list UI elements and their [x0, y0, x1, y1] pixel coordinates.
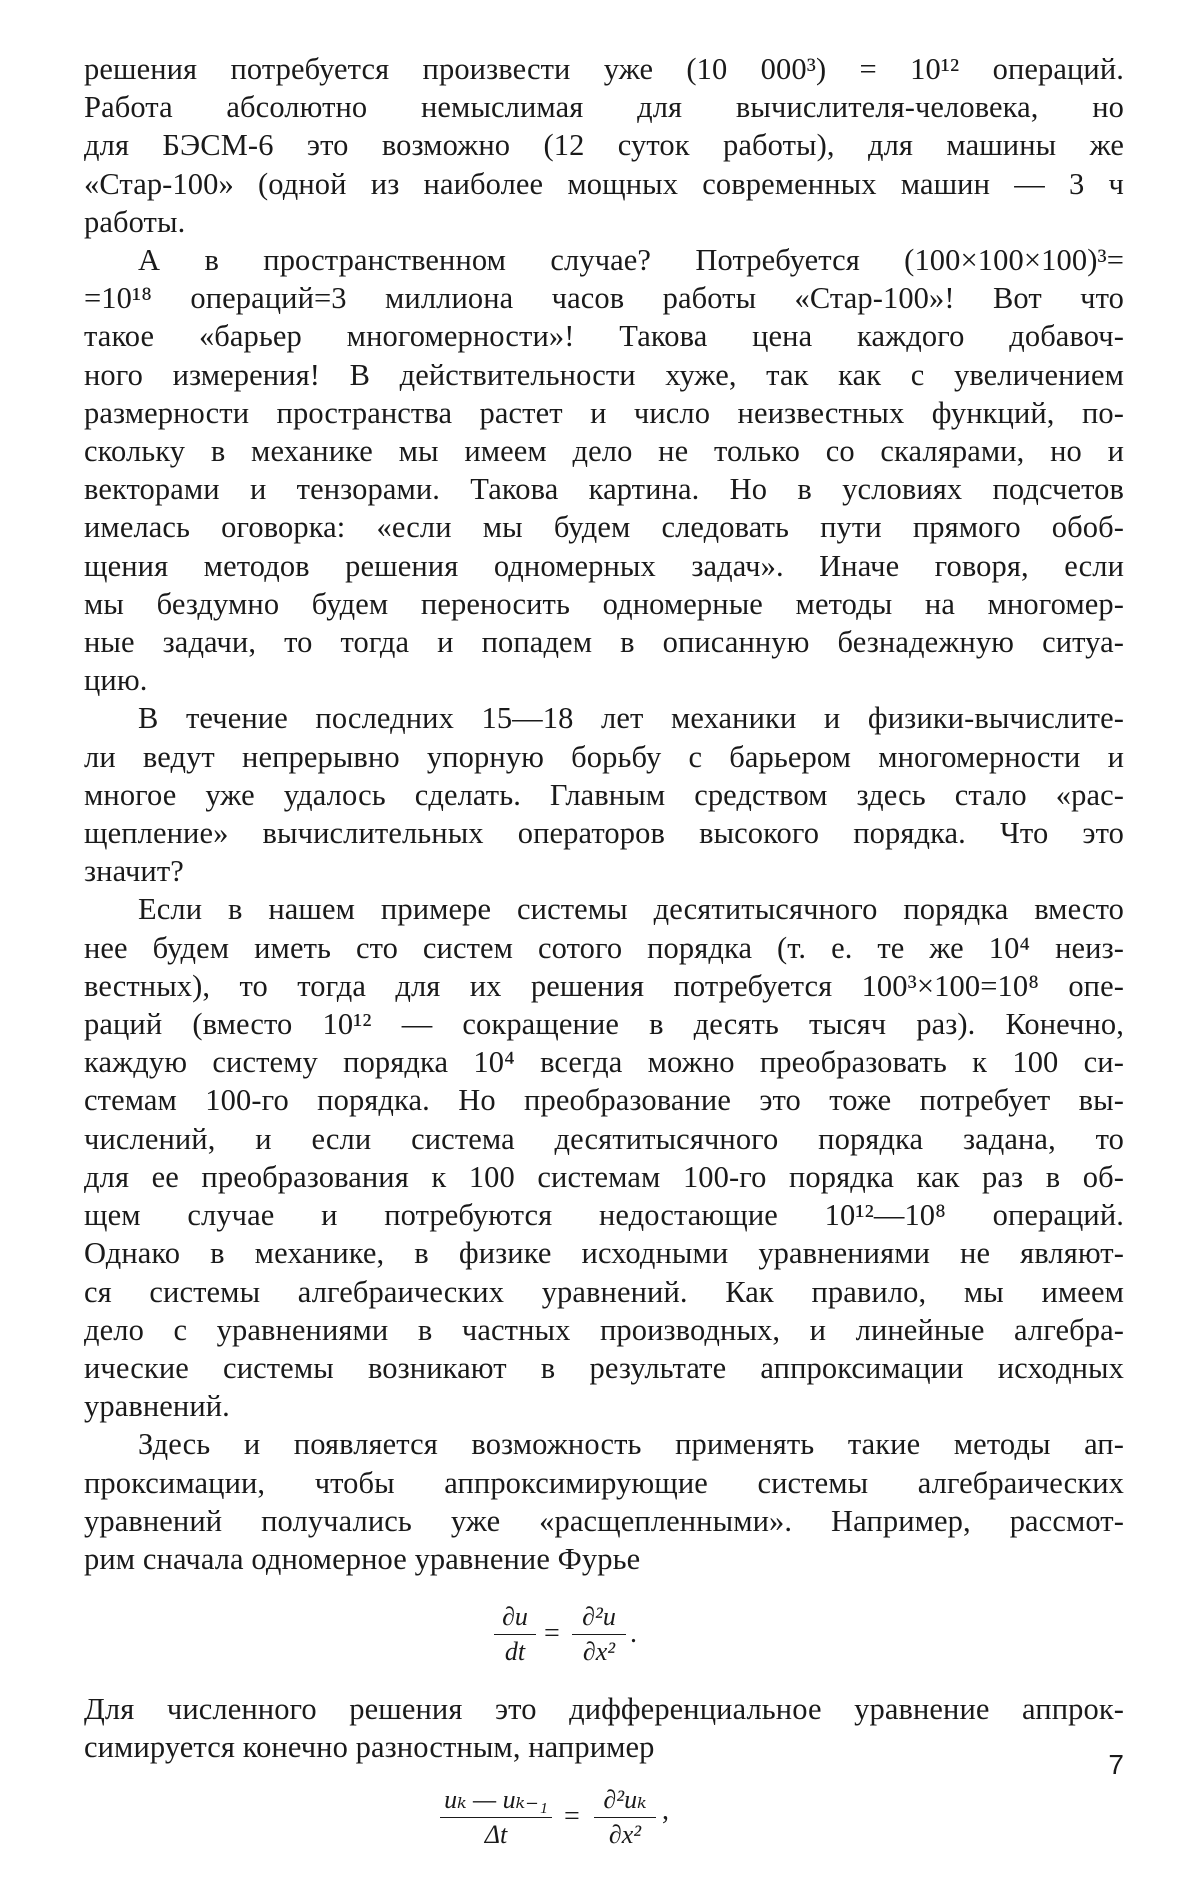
equals-sign: = — [564, 1800, 580, 1832]
text-line: работы. — [84, 204, 186, 239]
text-line: проксимации, чтобы аппроксимирующие системы алгебраических — [84, 1465, 1124, 1500]
numerator: ∂u — [502, 1602, 528, 1632]
text-line: Если в нашем примере системы десятитысячного порядка вместо — [138, 892, 1124, 927]
text-line: многое уже удалось сделать. Главным средством здесь стало «рас- — [84, 777, 1124, 812]
text-line: А в пространственном случае? Потребуется (100×100×100)³= — [138, 243, 1124, 278]
text-line: имелась оговорка: «если мы будем следовать пути прямого обоб- — [84, 510, 1124, 545]
text-line: В течение последних 15—18 лет механики и физики-вычислите- — [138, 701, 1124, 736]
fraction-lhs — [440, 1783, 552, 1852]
text-line: цию. — [84, 663, 148, 698]
text-line: значит? — [84, 854, 184, 889]
text-line: ного измерения! В действительности хуже, так как с увеличением — [84, 357, 1124, 392]
text-line: щем случае и потребуются недостающие 10¹²—10⁸ операций. — [84, 1198, 1124, 1233]
text-line: уравнений получались уже «расщепленными». Например, рассмот- — [84, 1503, 1124, 1538]
equals-sign: = — [544, 1618, 560, 1650]
text-line: Однако в механике, в физике исходными уравнениями не являют- — [84, 1236, 1124, 1271]
text-line: вестных), то тогда для их решения потребуется 100³×100=10⁸ опе- — [84, 968, 1124, 1003]
text-line: ся системы алгебраических уравнений. Как правило, мы имеем — [84, 1274, 1124, 1309]
denominator: Δt — [484, 1819, 508, 1849]
text-line: скольку в механике мы имеем дело не только со скалярами, но и — [84, 434, 1124, 469]
fraction-rhs — [572, 1600, 626, 1669]
text-line: Работа абсолютно немыслимая для вычислителя-человека, но — [84, 90, 1124, 125]
text-line: ические системы возникают в результате аппроксимации исходных — [84, 1350, 1124, 1385]
text-line: числений, и если система десятитысячного порядка задана, то — [84, 1121, 1124, 1156]
finite-difference-equation — [84, 1767, 1124, 1877]
text-line: размерности пространства растет и число неизвестных функций, по- — [84, 395, 1124, 430]
fraction-lhs — [494, 1600, 536, 1669]
fraction-rhs — [594, 1783, 656, 1852]
text-line: ли ведут непрерывно упорную борьбу с барьером многомерности и — [84, 739, 1124, 774]
text-line: мы бездумно будем переносить одномерные методы на многомер- — [84, 586, 1124, 621]
denominator: dt — [504, 1637, 526, 1667]
denominator: ∂x² — [608, 1819, 642, 1849]
period: . — [630, 1618, 637, 1650]
text-line: Для численного решения это дифференциальное уравнение аппрок- — [84, 1692, 1124, 1727]
text-line: ные задачи, то тогда и попадем в описанную безнадежную ситуа- — [84, 625, 1124, 660]
text-line: симируется конечно разностным, например — [84, 1730, 655, 1765]
denominator: ∂x² — [582, 1637, 616, 1667]
text-line: стемам 100-го порядка. Но преобразование это тоже потребует вы- — [84, 1083, 1124, 1118]
text-line: уравнений. — [84, 1389, 230, 1424]
numerator: ∂²u — [582, 1602, 616, 1632]
text-line: «Стар-100» (одной из наиболее мощных современных машин — 3 ч — [84, 166, 1124, 201]
text-line: для БЭСМ-6 это возможно (12 суток работы), для машины же — [84, 128, 1124, 163]
fourier-equation — [84, 1578, 1124, 1690]
text-line: каждую систему порядка 10⁴ всегда можно преобразовать к 100 си- — [84, 1045, 1124, 1080]
text-line: =10¹⁸ операций=3 миллиона часов работы «Стар-100»! Вот что — [84, 281, 1124, 316]
text-line: щения методов решения одномерных задач». Иначе говоря, если — [84, 548, 1124, 583]
text-line: щепление» вычислительных операторов высокого порядка. Что это — [84, 816, 1124, 851]
numerator: uₖ — uₖ₋₁ — [444, 1784, 548, 1814]
text-line: раций (вместо 10¹² — сокращение в десять тысяч раз). Конечно, — [84, 1007, 1124, 1042]
text-line: для ее преобразования к 100 системам 100-го порядка как раз в об- — [84, 1159, 1124, 1194]
text-line: решения потребуется произвести уже (10 000³) = 10¹² операций. — [84, 52, 1124, 86]
page-number: 7 — [1108, 1749, 1124, 1780]
text-line: такое «барьер многомерности»! Такова цена каждого добавоч- — [84, 319, 1124, 354]
comma: , — [662, 1794, 669, 1826]
text-line: векторами и тензорами. Такова картина. Но в условиях подсчетов — [84, 472, 1124, 507]
text-line: нее будем иметь сто систем сотого порядка (т. е. те же 10⁴ неиз- — [84, 930, 1124, 965]
text-line: Здесь и появляется возможность применять такие методы ап- — [138, 1427, 1124, 1462]
numerator: ∂²uₖ — [603, 1784, 647, 1814]
text-line: дело с уравнениями в частных производных, и линейные алгебра- — [84, 1312, 1124, 1347]
text-line: рим сначала одномерное уравнение Фурье — [84, 1541, 641, 1576]
